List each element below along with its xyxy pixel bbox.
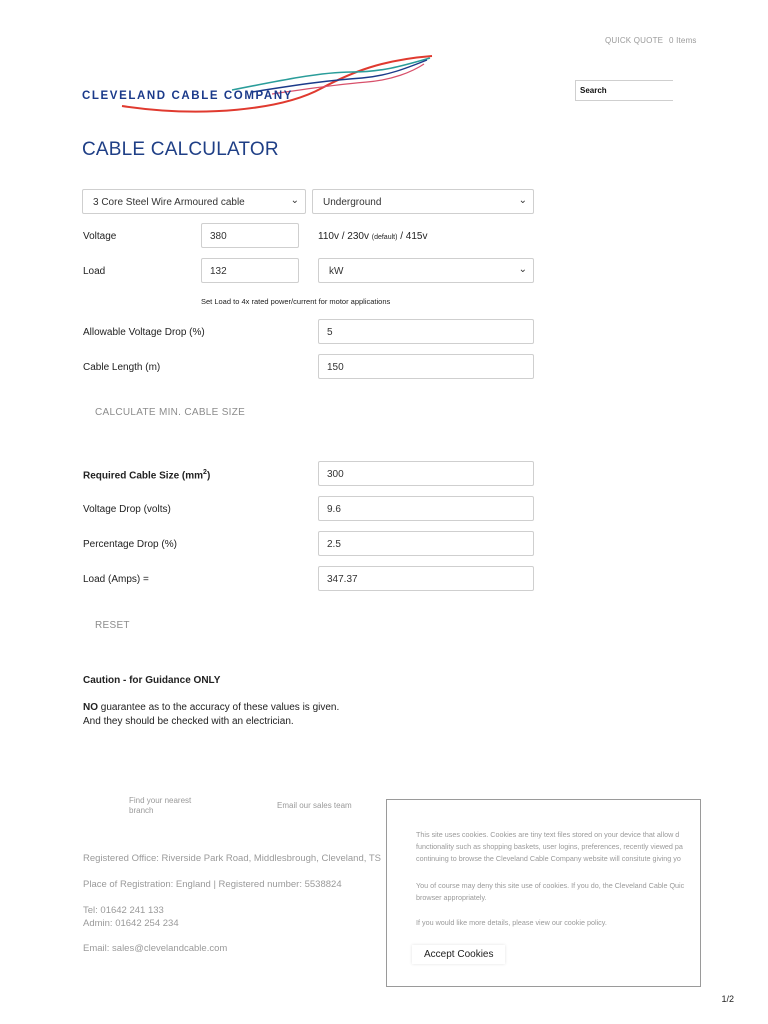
- cookie-text-4: You of course may deny this site use of cookies. If you do, the Cleveland Cable Quic: [416, 881, 685, 890]
- caution-heading: Caution - for Guidance ONLY: [83, 675, 221, 686]
- page-number: 1/2: [721, 994, 734, 1004]
- cookie-text-6: If you would like more details, please view our cookie policy.: [416, 918, 607, 927]
- calculate-button[interactable]: CALCULATE MIN. CABLE SIZE: [95, 407, 246, 418]
- company-logo[interactable]: [82, 54, 434, 118]
- required-size-output: 300: [318, 461, 534, 486]
- load-amps-label: Load (Amps) =: [83, 574, 149, 585]
- cart-items-link[interactable]: 0 Items: [669, 36, 697, 45]
- find-branch-link[interactable]: Find your nearest branch: [129, 796, 192, 815]
- allowable-drop-input[interactable]: 5: [318, 319, 534, 344]
- caution-line-1: NO guarantee as to the accuracy of these values is given.: [83, 702, 340, 713]
- cookie-banner: [386, 799, 701, 987]
- reset-button[interactable]: RESET: [95, 620, 130, 631]
- admin-phone: Admin: 01642 254 234: [83, 918, 179, 929]
- cable-length-input[interactable]: 150: [318, 354, 534, 379]
- percentage-drop-output: 2.5: [318, 531, 534, 556]
- load-amps-output: 347.37: [318, 566, 534, 591]
- installation-value: Underground: [323, 197, 382, 208]
- cookie-text-1: This site uses cookies. Cookies are tiny text files stored on your device that allow d: [416, 830, 680, 839]
- voltage-label: Voltage: [83, 231, 117, 242]
- voltage-note: 110v / 230v (default) / 415v: [318, 231, 428, 242]
- quick-quote-link[interactable]: QUICK QUOTE: [605, 36, 664, 45]
- place-of-registration: Place of Registration: England | Registered number: 5538824: [83, 879, 342, 890]
- page-title: CABLE CALCULATOR: [82, 139, 279, 160]
- search-input[interactable]: Search: [575, 80, 673, 101]
- cookie-text-5: browser appropriately.: [416, 893, 487, 902]
- telephone: Tel: 01642 241 133: [83, 905, 164, 916]
- accept-cookies-button[interactable]: Accept Cookies: [412, 945, 505, 964]
- voltage-input[interactable]: 380: [201, 223, 299, 248]
- caution-line-2: And they should be checked with an electrician.: [83, 716, 294, 727]
- email-sales-link[interactable]: Email our sales team: [277, 801, 352, 810]
- registered-office: Registered Office: Riverside Park Road, Middlesbrough, Cleveland, TS: [83, 853, 381, 864]
- load-unit-select[interactable]: [318, 258, 534, 283]
- percentage-drop-label: Percentage Drop (%): [83, 539, 177, 550]
- chevron-down-icon: ⌄: [518, 264, 527, 275]
- cable-type-select[interactable]: [82, 189, 306, 214]
- chevron-down-icon: ⌄: [290, 195, 299, 206]
- load-hint: Set Load to 4x rated power/current for motor applications: [201, 297, 391, 306]
- cookie-text-3: continuing to browse the Cleveland Cable Company website will consitute giving yo: [416, 854, 681, 863]
- cable-length-label: Cable Length (m): [83, 362, 161, 373]
- load-input[interactable]: 132: [201, 258, 299, 283]
- logo-swoosh-icon: [82, 54, 434, 118]
- allowable-drop-label: Allowable Voltage Drop (%): [83, 327, 205, 338]
- logo-text: CLEVELAND CABLE COMPANY: [82, 90, 294, 102]
- load-label: Load: [83, 266, 106, 277]
- installation-select[interactable]: [312, 189, 534, 214]
- voltage-drop-label: Voltage Drop (volts): [83, 504, 171, 515]
- voltage-drop-output: 9.6: [318, 496, 534, 521]
- cable-type-value: 3 Core Steel Wire Armoured cable: [93, 197, 245, 208]
- footer-email[interactable]: Email: sales@clevelandcable.com: [83, 943, 228, 954]
- chevron-down-icon: ⌄: [518, 195, 527, 206]
- cookie-text-2: functionality such as shopping baskets, user logins, preferences, recently viewed pa: [416, 842, 683, 851]
- required-size-label: Required Cable Size $(mm^2)$: [83, 469, 211, 482]
- load-unit-value: kW: [329, 266, 344, 277]
